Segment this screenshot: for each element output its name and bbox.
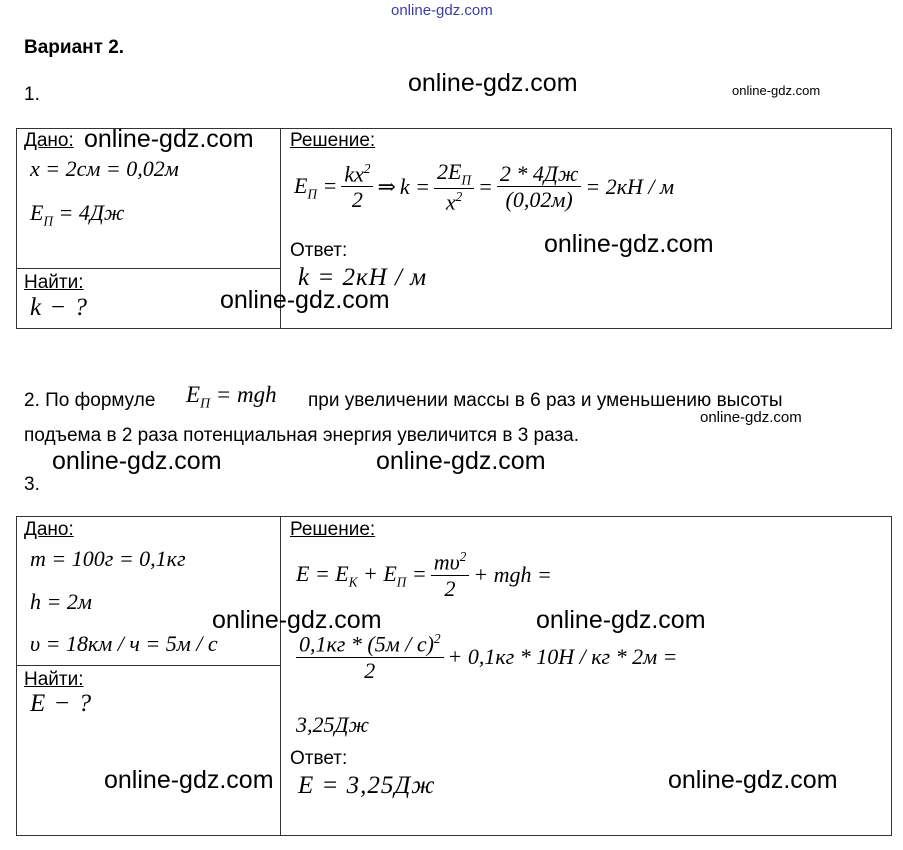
solution-result: 3,25Дж (296, 712, 369, 737)
answer-label: Ответ: (290, 240, 348, 261)
watermark: online-gdz.com (376, 447, 546, 475)
watermark: online-gdz.com (700, 409, 802, 426)
task1-number: 1. (24, 84, 40, 105)
watermark: online-gdz.com (220, 286, 390, 314)
task2-formula: $E_П$ = mgh (186, 382, 277, 411)
given-label: Дано: (24, 519, 74, 540)
task2-text-line2: подъема в 2 раза потенциальная энергия увеличится в 3 раза. (24, 425, 580, 446)
table-divider (16, 665, 280, 666)
find-label: Найти: (24, 272, 84, 293)
watermark: online-gdz.com (52, 447, 222, 475)
page-heading: Вариант 2. (24, 37, 125, 58)
table-divider (16, 268, 280, 269)
table-divider (280, 516, 281, 836)
watermark: online-gdz.com (668, 766, 838, 794)
solution-formula: $E_П$ = $\frac{kx^2}{2}$ ⇒ k = $\frac{2E_П}{x^2}$ = $\frac{2 * 4Дж}{(0,02м)}$ = 2кН / м (294, 159, 675, 215)
find-value: k − ? (30, 294, 88, 321)
watermark: online-gdz.com (84, 125, 254, 153)
solution-label: Решение: (290, 519, 376, 540)
watermark: online-gdz.com (104, 766, 274, 794)
given-height: h = 2м (30, 589, 92, 614)
watermark: online-gdz.com (408, 69, 578, 97)
given-label: Дано: (24, 130, 74, 151)
answer-label: Ответ: (290, 748, 348, 769)
given-velocity: υ = 18км / ч = 5м / с (30, 631, 218, 656)
watermark: online-gdz.com (544, 230, 714, 258)
task3-number: 3. (24, 474, 40, 495)
answer-value: E = 3,25Дж (298, 772, 436, 799)
given-mass: m = 100г = 0,1кг (30, 546, 186, 571)
solution-label: Решение: (290, 130, 376, 151)
find-label: Найти: (24, 669, 84, 690)
solution-formula-2: $\frac{0,1кг * (5м / с)^2}{2}$ + 0,1кг * 10Н / кг * 2м = (296, 632, 678, 683)
watermark: online-gdz.com (536, 606, 706, 634)
answer-value: k = 2кН / м (298, 264, 428, 291)
watermark: online-gdz.com (212, 606, 382, 634)
watermark-top: online-gdz.com (391, 2, 493, 19)
solution-formula-1: $E = E_К + E_П$ = $\frac{m\upsilon^2}{2}$ + mgh = (296, 549, 552, 601)
find-value: E − ? (30, 690, 93, 717)
given-x: x = 2см = 0,02м (30, 156, 179, 181)
given-energy: $E_П = 4Дж$ (30, 200, 125, 229)
task2-text-before: 2. По формуле (24, 390, 156, 411)
task2-text-after: при увеличении массы в 6 раз и уменьшению высоты (308, 390, 783, 411)
watermark: online-gdz.com (732, 83, 821, 98)
